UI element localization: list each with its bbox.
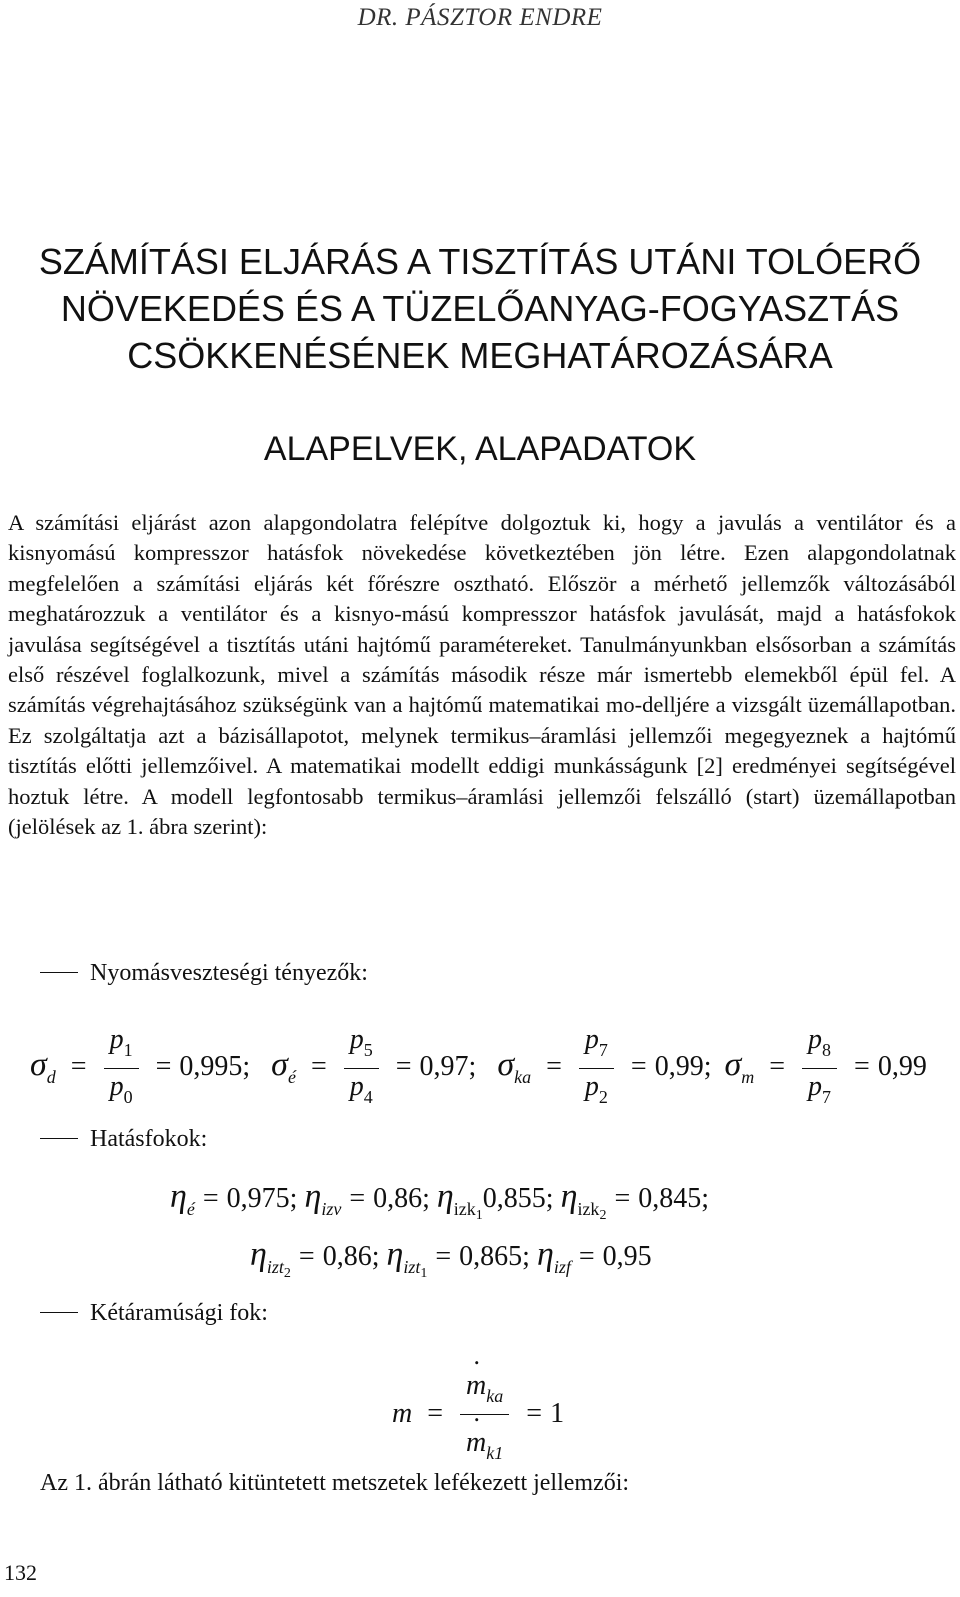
- running-head: DR. PÁSZTOR ENDRE: [357, 4, 603, 31]
- body-paragraph: [8, 508, 956, 842]
- sigma-formula: $\sigma_m$ = $\frac{p_8}{p_7}$ = 0,99: [724, 1051, 926, 1082]
- sigma-value: 0,99: [877, 1050, 927, 1082]
- eta-formula: $\eta_é = 0,975$;: [170, 1178, 298, 1219]
- sigma-value: 0,99;: [654, 1050, 712, 1082]
- bypass-formula: m = . $m_{ka}$ . $m_{k1}$ = 1: [392, 1360, 564, 1471]
- bullet-pressure-loss: [40, 960, 368, 987]
- section-heading: ALAPELVEK, ALAPADATOK: [263, 430, 697, 468]
- pressure-ratio: $\frac{p_1}{p_0}$: [104, 1022, 139, 1115]
- bullet-dash: [40, 972, 78, 973]
- sigma-value: 0,995;: [179, 1050, 251, 1082]
- pressure-ratio: $\frac{p_5}{p_4}$: [344, 1022, 379, 1115]
- bullet-efficiency: [40, 1126, 207, 1153]
- paragraph-1: A számítási eljárást azon alapgondolatra felépítve dolgoztuk ki, hogy a javulás a ventilátor és a kisnyomású kompresszor hatásfok növekedése következtében jön létre. Ezen alapgondolatnak megfelelően a számítási eljárás két főrészre osztható. Először a mérhető jellemzők változásából meghatározzuk a ventilátor és a kisnyo-mású kompresszor hatásfok javulását, majd a hatásfokok javulása segítségével a tisztítás utáni hajtómű paramétereket. Tanulmányunkban elsősorban a számítás első részével foglalkozunk, mivel a számítás második része már ismertebb elemekből épül fel. A számítás végrehajtásához szükségünk van a hajtómű matematikai mo-delljére a vizsgált üzemállapotban. Ez szolgáltatja azt a bázisállapotot, melynek termikus–áramlási jellemzői megegyeznek a hajtómű tisztítás előtti jellemzőivel. A matematikai modellt eddigi munkásságunk [2] eredményei segítségével hoztuk létre. A modell legfontosabb termikus–áramlási jellemzői felszálló (start) üzemállapotban (jelölések az 1. ábra szerint):: [8, 510, 956, 840]
- page-number: 132: [4, 1560, 37, 1585]
- pressure-ratio: $\frac{p_8}{p_7}$: [802, 1022, 837, 1115]
- eta-formula-row-1: [170, 1178, 709, 1224]
- eta-formula: $\eta_{izt1}= 0,865$;: [386, 1236, 530, 1281]
- mass-flow-ratio: . $m_{ka}$ . $m_{k1}$: [460, 1360, 509, 1471]
- figure-reference-text: Az 1. ábrán látható kitüntetett metszetek lefékezett jellemzői:: [40, 1470, 630, 1496]
- bullet-dash: [40, 1138, 78, 1139]
- sigma-formula: $\sigma_é$ = $\frac{p_5}{p_4}$ = 0,97;: [271, 1051, 483, 1082]
- bullet-bypass: [40, 1300, 268, 1327]
- bypass-lhs: m: [392, 1397, 413, 1429]
- bullet-label: Kétáramúsági fok:: [90, 1300, 268, 1326]
- title-line-3: CSÖKKENÉSÉNEK MEGHATÁROZÁSÁRA: [127, 335, 833, 376]
- sigma-symbol: σ: [30, 1045, 47, 1083]
- bullet-label: Hatásfokok:: [90, 1126, 208, 1152]
- article-title: [0, 238, 960, 379]
- bypass-value: 1: [550, 1397, 565, 1429]
- sigma-subscript: d: [46, 1066, 56, 1087]
- eta-formula: $\eta_{izt2}= 0,86$;: [250, 1236, 380, 1281]
- eta-formula: $\eta_{izv} = 0,86$;: [304, 1178, 430, 1219]
- bullet-label: Nyomásveszteségi tényezők:: [90, 960, 368, 986]
- pressure-ratio: $\frac{p_7}{p_2}$: [579, 1022, 614, 1115]
- eta-formula-row-2: [250, 1236, 652, 1282]
- bullet-dash: [40, 1312, 78, 1313]
- sigma-formula: $\sigma_d$ = $\frac{p_1}{p_0}$ = 0,995;: [30, 1051, 257, 1082]
- title-line-2: NÖVEKEDÉS ÉS A TÜZELŐANYAG-FOGYASZTÁS: [60, 288, 900, 329]
- eta-formula: $\eta_{izk1}0,855$;: [436, 1178, 554, 1223]
- sigma-formula-row: [30, 1022, 927, 1115]
- title-line-1: SZÁMÍTÁSI ELJÁRÁS A TISZTÍTÁS UTÁNI TOLÓERŐ: [38, 241, 922, 282]
- sigma-value: 0,97;: [419, 1050, 477, 1082]
- eta-formula: $\eta_{izf} = 0,95$: [536, 1236, 652, 1277]
- eta-formula: $\eta_{izk2}= 0,845$;: [560, 1178, 710, 1223]
- sigma-formula: $\sigma_{ka}$ = $\frac{p_7}{p_2}$ = 0,99;: [497, 1051, 718, 1082]
